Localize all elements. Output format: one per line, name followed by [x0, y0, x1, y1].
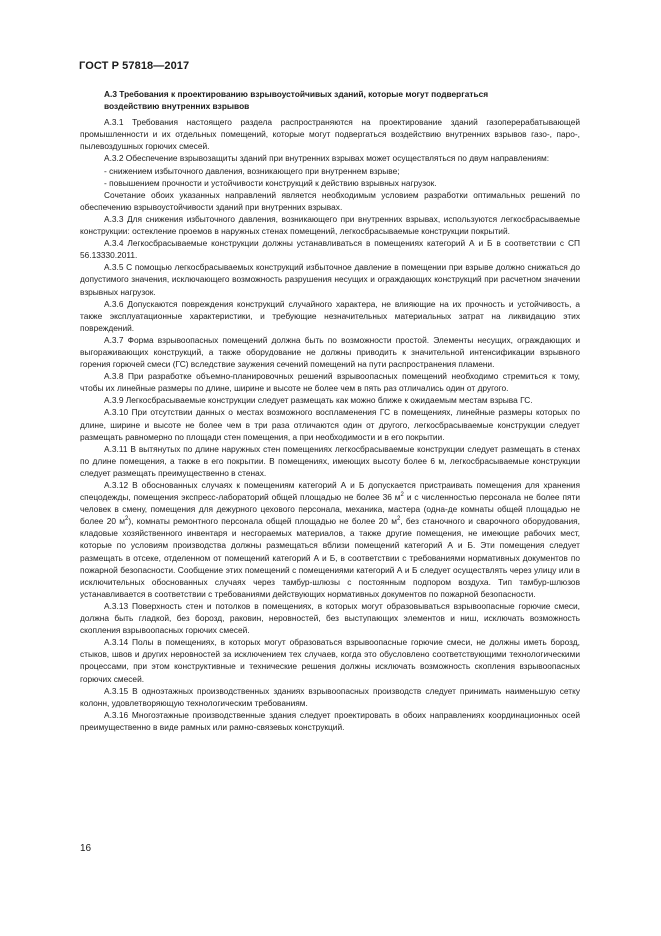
paragraph-a316: А.3.16 Многоэтажные производственные здания следует проектировать в обоих направлениях координационных осей преимущественно в виде рамных или рамно-связевых конструкций.	[80, 709, 580, 732]
paragraph-a37: А.3.7 Форма взрывоопасных помещений должна быть по возможности простой. Элементы несущих, ограждающих и выгораживающих конструкций, а также оборудование не должны приводить к значительной интенсификации взрывного горения горючей смеси (ГС) вследствие заужения сечений помещений на пути распространения пламени.	[80, 334, 580, 370]
paragraph-a36: А.3.6 Допускаются повреждения конструкций случайного характера, не влияющие на их прочность и устойчивость, а также эксплуатационные характеристики, и требующие незначительных материальных затрат на ликвидацию этих повреждений.	[80, 298, 580, 333]
superscript: 2	[396, 516, 401, 523]
section-heading-line1: А.3 Требования к проектированию взрывоустойчивых зданий, которые могут подвергаться	[104, 89, 489, 99]
paragraph-a31: А.3.1 Требования настоящего раздела распространяются на проектирование зданий газоперерабатывающей промышленности и их отдельных помещений, которые могут подвергаться воздействию внутренних взрывов газо-, паро-, пылевоздушных горючих смесей.	[80, 117, 580, 152]
paragraph-a38: А.3.8 При разработке объемно-планировочных решений взрывоопасных помещений необходимо стремиться к тому, чтобы их линейные размеры по длине, ширине и высоте не более чем в пять раз отличались один от другого.	[80, 371, 580, 394]
list-item: - повышением прочности и устойчивости конструкций к действию взрывных нагрузок.	[104, 177, 437, 188]
paragraph-a313: А.3.13 Поверхность стен и потолков в помещениях, в которых могут образовываться взрывоопасные горючие смеси, должна быть гладкой, без борозд, раковин, неровностей, без выступающих элементов и ниш, исключать возможность скопления взрывоопасных горючих смесей.	[80, 600, 580, 636]
paragraph-a32: А.3.2 Обеспечение взрывозащиты зданий при внутренних взрывах может осуществляться по двум направлениям:	[104, 153, 550, 164]
paragraph-a312-part4: , без станочного и сварочного оборудования, кладовые хозяйственного инвентаря и несгораемых материалов, а также другие помещения, не имеющие рабочих мест, которые по условиям производства должны размещаться вблизи помещений категорий А и Б. Эти помещения следует размещать в отсеке, отделенном от помещений категорий А и Б, в соответствии с требованиями нормативных документов по пожарной безопасности. Сообщение этих помещений с помещениями категорий А и Б следует осуществлять через улицу или в исключительных обоснованных случаях через тамбур-шлюзы с постоянным подпором воздуха. Тип тамбур-шлюзов устанавливается в соответствии с требованиями действующих нормативных документов по пожарной безопасности.	[80, 516, 580, 599]
superscript: 2	[400, 492, 404, 499]
paragraph-a39: А.3.9 Легкосбрасываемые конструкции следует размещать как можно ближе к ожидаемым местам взрыва ГС.	[104, 395, 533, 406]
paragraph-a34: А.3.4 Легкосбрасываемые конструкции должны устанавливаться в помещениях категорий А и Б в соответствии с СП 56.13330.2011.	[80, 238, 580, 261]
paragraph-a310: А.3.10 При отсутствии данных о местах возможного воспламенения ГС в помещениях, линейные размеры которых по длине, ширине и высоте не более чем в три раза отличаются один от другого, легкосбрасываемые конструкции следует размещать равномерно по площади стен помещения, а при необходимости и в его покрытии.	[80, 407, 580, 442]
paragraph-combination: Сочетание обоих указанных направлений является необходимым условием разработки оптимальных решений по обеспечению взрывоустойчивости зданий при внутренних взрывах.	[80, 189, 580, 212]
superscript: 2	[125, 516, 129, 523]
page-number: 16	[80, 843, 92, 854]
paragraph-a315: А.3.15 В одноэтажных производственных зданиях взрывоопасных производств следует принимать наименьшую сетку колонн, удовлетворяющую технологическим требованиям.	[80, 685, 580, 708]
paragraph-a312	[80, 479, 580, 600]
list-item: - снижением избыточного давления, возникающего при внутреннем взрыве;	[104, 165, 400, 176]
section-heading	[80, 88, 580, 112]
paragraph-a312-part1: А.3.12 В обоснованных случаях к помещениям категорий А и Б допускается пристраивать помещения для хранения спецодежды, помещения экспресс-лабораторий общей площадью не более 36 м	[80, 480, 580, 503]
paragraph-a311: А.3.11 В вытянутых по длине наружных стен помещениях легкосбрасываемые конструкции следует размещать в стенах по длине помещения, а также в его покрытии. В помещениях, имеющих высоту более 6 м, легкосбрасываемые конструкции следует размещать преимущественно в стенах.	[80, 443, 580, 478]
paragraph-a33: А.3.3 Для снижения избыточного давления, возникающего при внутренних взрывах, используются легкосбрасываемые конструкции: остекление проемов в наружных стенах помещений, легкосбрасываемые конструкции покрытий.	[80, 213, 580, 237]
paragraph-a35: А.3.5 С помощью легкосбрасываемых конструкций избыточное давление в помещении при взрыве должно снижаться до допустимого значения, исключающего возможность разрушения несущих и ограждающих конструкций при расчетном значении взрывных нагрузок.	[80, 262, 580, 297]
paragraph-a312-part2: и с численностью персонала не более пяти человек в смену, помещения для дежурного цехового персонала, механика, мастера (одна-де комнаты общей площадью не более 20 м	[80, 492, 581, 527]
section-heading-line2: воздействию внутренних взрывов	[104, 101, 250, 112]
paragraph-a314: А.3.14 Полы в помещениях, в которых могут образоваться взрывоопасные горючие смеси, не должны иметь борозд, стыков, швов и других неровностей за исключением тех случаев, когда это обусловлено соответствующими технологическими процессами, при этом конструктивные и технические решения должны исключать возможность скопления взрывоопасных горючих смесей.	[80, 637, 580, 684]
document-header: ГОСТ Р 57818—2017	[79, 60, 190, 72]
document-body	[80, 88, 580, 733]
paragraph-a312-part3: ), комнаты ремонтного персонала общей площадью не более 20 м	[128, 516, 397, 527]
